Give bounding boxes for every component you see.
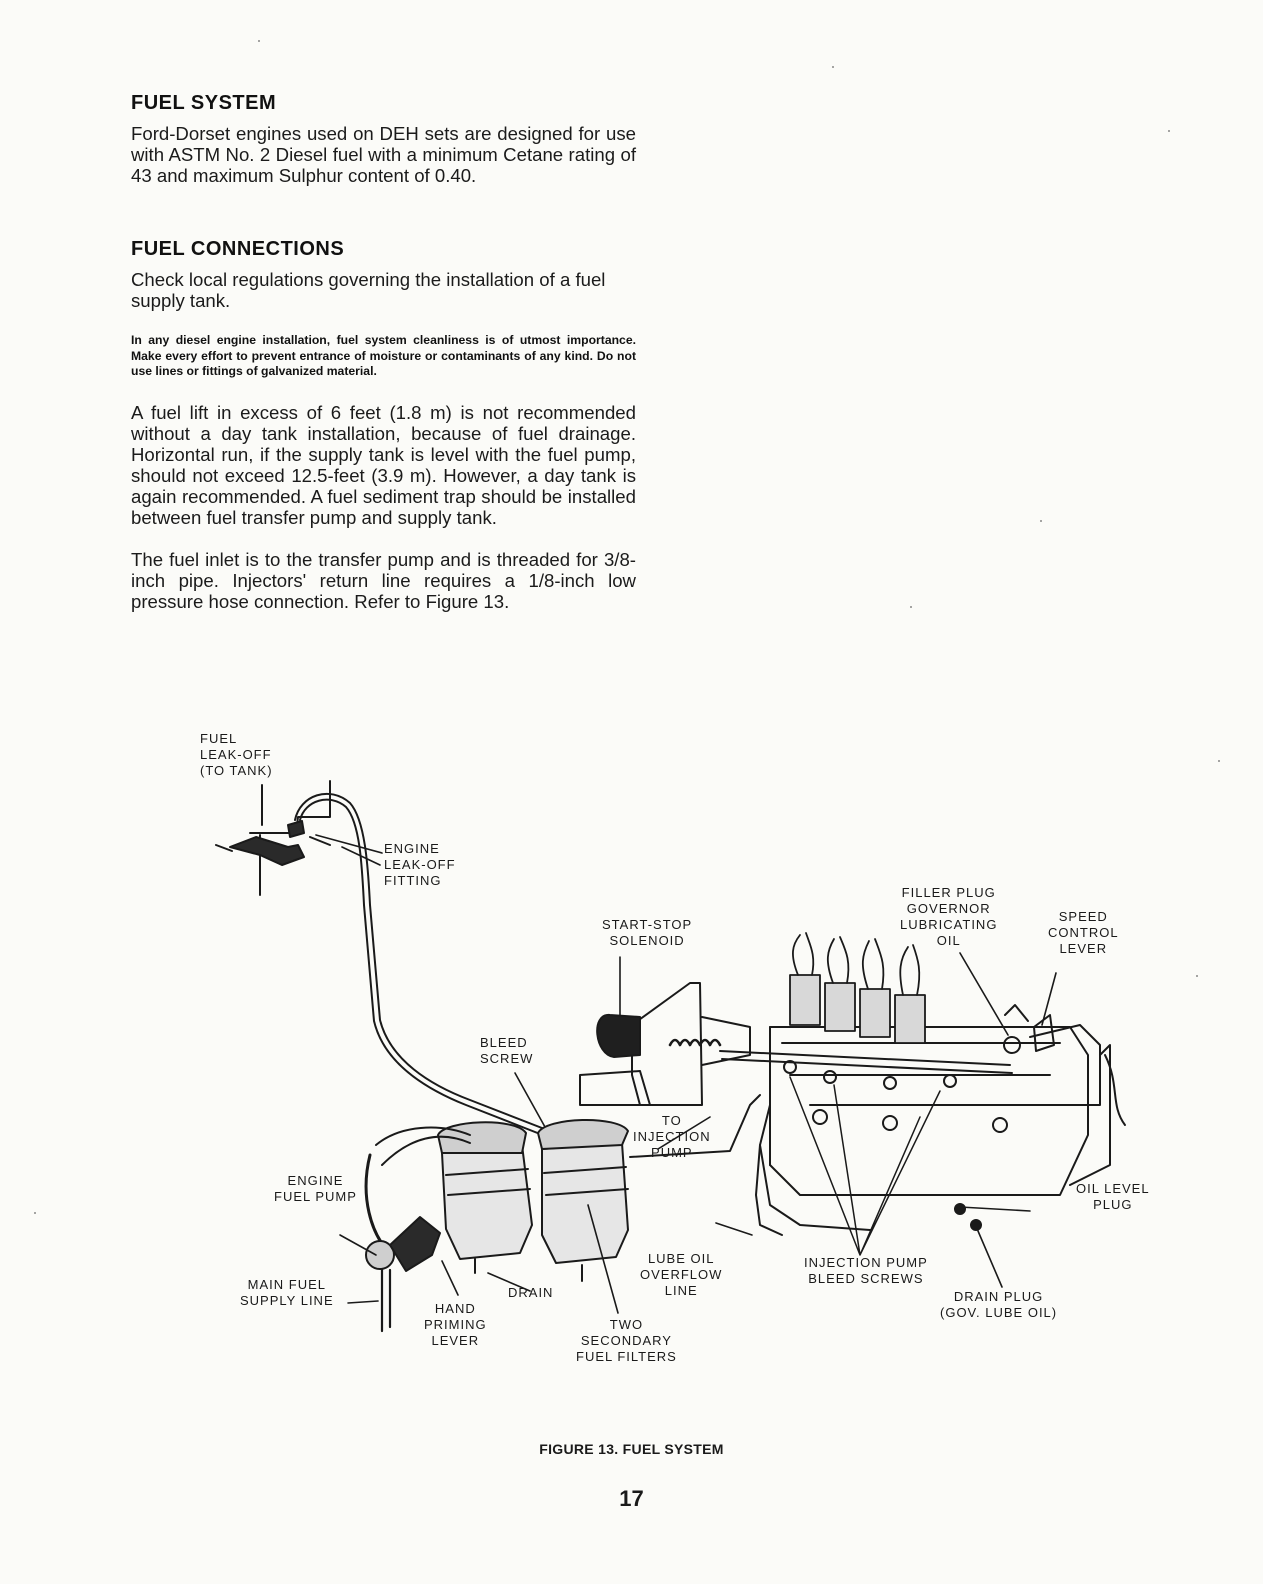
paragraph-fuel-lift: A fuel lift in excess of 6 feet (1.8 m) is not recommended without a day tank installation, because of fuel drainage. Horizontal run, if the supply tank is level with the fuel pump, should not exceed 12.5-feet (3.9 m). However, a day tank is again recommended. A fuel sediment trap should be installed between fuel transfer pump and supply tank. <box>131 401 636 528</box>
scan-speck <box>34 1212 36 1214</box>
label-fuel-leak-off: FUEL LEAK-OFF (TO TANK) <box>200 731 273 778</box>
label-filler-plug: FILLER PLUG GOVERNOR LUBRICATING OIL <box>900 885 998 948</box>
label-hand-priming-lever: HAND PRIMING LEVER <box>424 1301 487 1348</box>
label-two-secondary-fuel-filters: TWO SECONDARY FUEL FILTERS <box>576 1317 677 1364</box>
label-engine-fuel-pump: ENGINE FUEL PUMP <box>274 1173 357 1204</box>
label-speed-control-lever: SPEED CONTROL LEVER <box>1048 909 1119 956</box>
heading-fuel-connections: FUEL CONNECTIONS <box>131 238 345 260</box>
label-oil-level-plug: OIL LEVEL PLUG <box>1076 1181 1150 1212</box>
label-to-injection-pump: TO INJECTION PUMP <box>633 1113 711 1160</box>
label-drain: DRAIN <box>508 1285 554 1300</box>
section-fuel-connections <box>131 238 636 612</box>
section-fuel-system <box>131 92 636 186</box>
figure-fuel-system <box>170 725 1180 1385</box>
label-drain-plug: DRAIN PLUG (GOV. LUBE OIL) <box>940 1289 1058 1320</box>
scan-speck <box>258 40 260 42</box>
label-lube-oil-overflow-line: LUBE OIL OVERFLOW LINE <box>640 1251 723 1298</box>
label-start-stop-solenoid: START-STOP SOLENOID <box>602 917 693 948</box>
paragraph-fuel-inlet: The fuel inlet is to the transfer pump and is threaded for 3/8-inch pipe. Injectors' return line requires a 1/8-inch low pressure hose connection. Refer to Figure 13. <box>131 548 636 612</box>
cleanliness-warning: In any diesel engine installation, fuel system cleanliness is of utmost importance. Make every effort to prevent entrance of moisture or contaminants of any kind. Do not use lines or fittings of galvanized material. <box>131 333 636 378</box>
label-bleed-screw: BLEED SCREW <box>480 1035 534 1066</box>
label-main-fuel-supply-line: MAIN FUEL SUPPLY LINE <box>240 1277 334 1308</box>
page-number: 17 <box>619 1486 644 1511</box>
scan-speck <box>1040 520 1042 522</box>
figure-caption: FIGURE 13. FUEL SYSTEM <box>539 1441 724 1457</box>
scan-speck <box>1168 130 1170 132</box>
paragraph-fuel-system: Ford-Dorset engines used on DEH sets are designed for use with ASTM No. 2 Diesel fuel with a minimum Cetane rating of 43 and maximum Sulphur content of 0.40. <box>131 123 636 186</box>
label-injection-pump-bleed-screws: INJECTION PUMP BLEED SCREWS <box>804 1255 928 1286</box>
scan-speck <box>1196 975 1198 977</box>
heading-fuel-system: FUEL SYSTEM <box>131 92 277 114</box>
scan-speck <box>832 66 834 68</box>
paragraph-local-regulations: Check local regulations governing the installation of a fuel supply tank. <box>131 269 606 311</box>
scan-speck <box>910 606 912 608</box>
label-engine-leak-off-fitting: ENGINE LEAK-OFF FITTING <box>384 841 456 888</box>
scan-speck <box>1218 760 1220 762</box>
